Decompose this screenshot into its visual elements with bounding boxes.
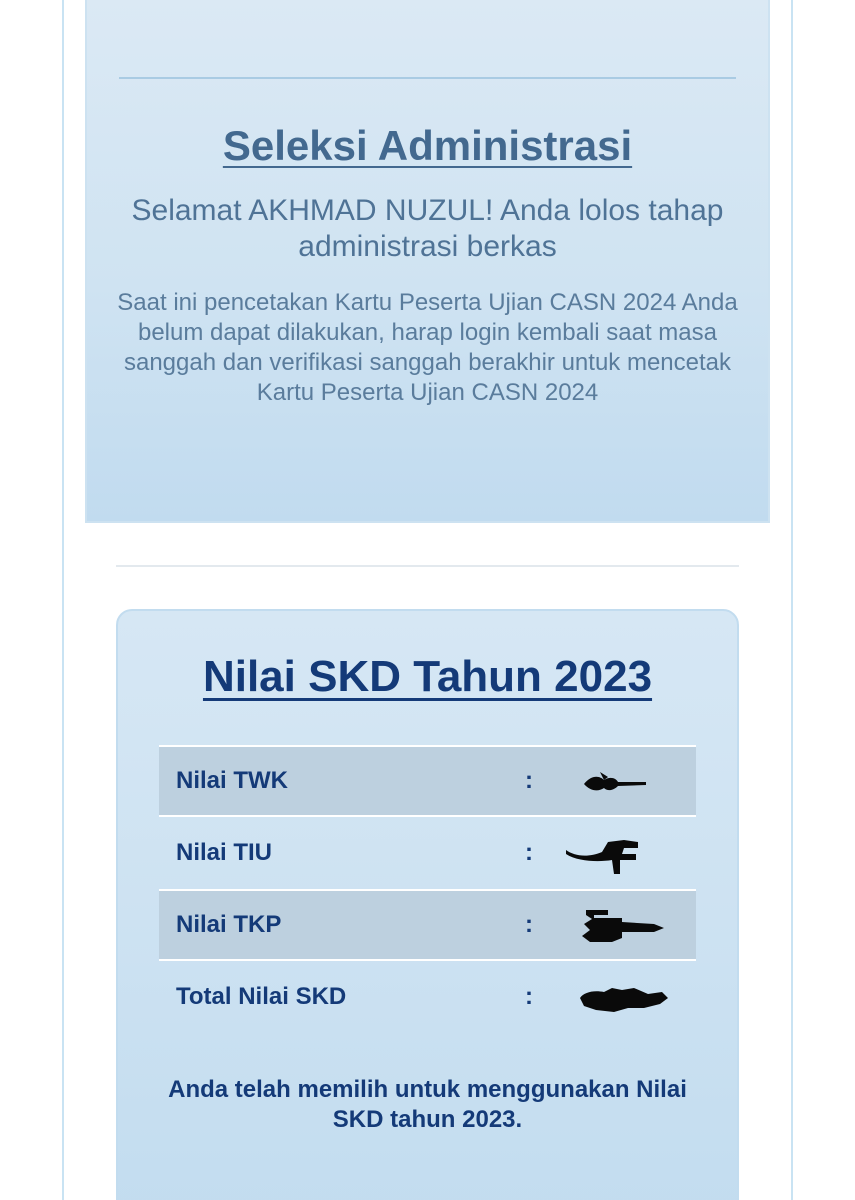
- frame-border-right: [791, 0, 793, 1200]
- score-label: Nilai TIU: [176, 839, 273, 866]
- administration-card: [85, 0, 770, 523]
- print-card-notice: Saat ini pencetakan Kartu Peserta Ujian CASN 2024 Anda belum dapat dilakukan, harap login kembali saat masa sanggah dan verifikasi sanggah berakhir untuk mencetak Kartu Peserta Ujian CASN 2024: [117, 289, 738, 406]
- administration-title: Seleksi Administrasi: [222, 122, 633, 169]
- score-colon: :: [525, 839, 533, 866]
- skd-selection-note: Anda telah memilih untuk menggunakan Nilai SKD tahun 2023.: [168, 1076, 687, 1133]
- score-row-tkp: [159, 889, 696, 961]
- redacted-score-tiu: [564, 830, 674, 876]
- score-colon: :: [525, 767, 533, 794]
- score-row-total: [159, 961, 696, 1033]
- redacted-score-twk: [564, 758, 674, 804]
- score-label: Total Nilai SKD: [176, 983, 347, 1010]
- redacted-score-total: [564, 974, 674, 1020]
- score-colon: :: [525, 983, 533, 1010]
- frame-border-left: [62, 0, 64, 1200]
- score-label: Nilai TKP: [176, 911, 282, 938]
- skd-title: Nilai SKD Tahun 2023: [202, 652, 653, 701]
- skd-score-table: [159, 745, 696, 1033]
- redacted-score-tkp: [564, 902, 674, 948]
- score-row-twk: [159, 745, 696, 817]
- score-colon: :: [525, 911, 533, 938]
- score-row-tiu: [159, 817, 696, 889]
- section-divider: [116, 565, 739, 567]
- score-label: Nilai TWK: [176, 767, 288, 794]
- congratulations-message: Selamat AKHMAD NUZUL! Anda lolos tahap administrasi berkas: [131, 194, 724, 263]
- card-divider: [119, 77, 736, 79]
